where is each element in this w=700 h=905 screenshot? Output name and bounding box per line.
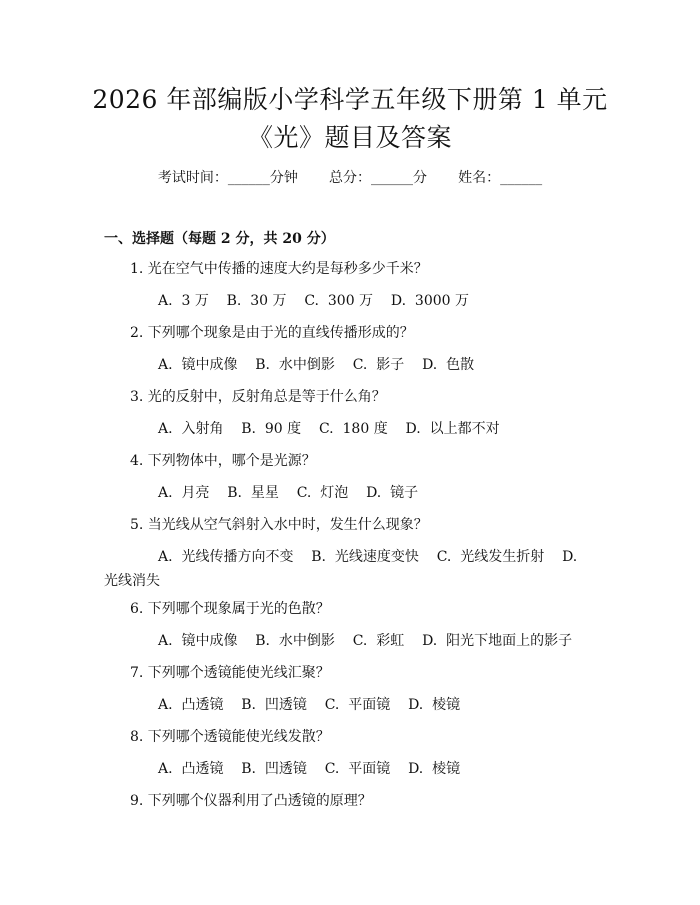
question-8: 8. 下列哪个透镜能使光线发散？ [130,729,330,745]
question-4-options: A. 月亮 B. 星星 C. 灯泡 D. 镜子 [158,485,419,501]
question-3-options: A. 入射角 B. 90 度 C. 180 度 D. 以上都不对 [158,421,500,437]
section-heading-multiple-choice: 一、选择题（每题 2 分，共 20 分） [104,231,335,247]
question-7-options: A. 凸透镜 B. 凹透镜 C. 平面镜 D. 棱镜 [158,697,461,713]
exam-info-line [0,168,700,188]
question-7: 7. 下列哪个透镜能使光线汇聚？ [130,665,330,681]
question-5: 5. 当光线从空气斜射入水中时，发生什么现象？ [130,517,428,533]
question-8-options: A. 凸透镜 B. 凹透镜 C. 平面镜 D. 棱镜 [158,761,461,777]
question-3: 3. 光的反射中，反射角总是等于什么角？ [130,389,386,405]
question-4: 4. 下列物体中，哪个是光源？ [130,453,316,469]
question-9: 9. 下列哪个仪器利用了凸透镜的原理？ [130,793,372,809]
question-6: 6. 下列哪个现象属于光的色散？ [130,601,330,617]
question-2-options: A. 镜中成像 B. 水中倒影 C. 影子 D. 色散 [158,357,475,373]
document-title-line-1: 2026 年部编版小学科学五年级下册第 1 单元 [92,85,608,114]
student-name-field: 姓名：______ [458,170,543,186]
question-1-options: A. 3 万 B. 30 万 C. 300 万 D. 3000 万 [158,293,470,309]
question-2: 2. 下列哪个现象是由于光的直线传播形成的？ [130,325,414,341]
question-6-options: A. 镜中成像 B. 水中倒影 C. 彩虹 D. 阳光下地面上的影子 [158,633,573,649]
question-5-options: A. 光线传播方向不变 B. 光线速度变快 C. 光线发生折射 D. 光线消失 [104,549,587,589]
exam-time-field: 考试时间：______分钟 [157,170,298,186]
document-title-line-2: 《光》题目及答案 [247,123,452,152]
question-1: 1. 光在空气中传播的速度大约是每秒多少千米？ [130,261,428,277]
total-score-field: 总分：______分 [329,170,427,186]
